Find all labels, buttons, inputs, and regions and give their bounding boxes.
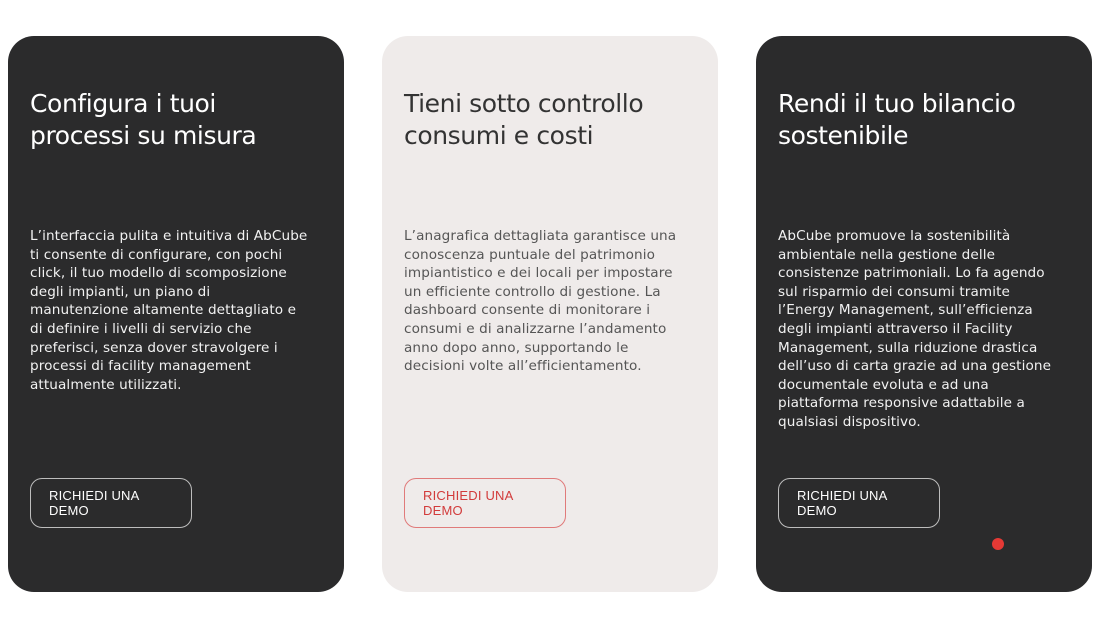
feature-card-configure: [8, 36, 344, 592]
feature-card-monitor: [382, 36, 718, 592]
card-description: L’interfaccia pulita e intuitiva di AbCube ti consente di configurare, con pochi click, il tuo modello di scomposizione degli impianti, un piano di manutenzione altamente dettagliato e di definire i livelli di servizio che preferisci, senza dover stravolgere i processi di facility management attualmente utilizzati.: [30, 228, 308, 393]
card-description: L’anagrafica dettagliata garantisce una conoscenza puntuale del patrimonio impiantistico e dei locali per impostare un efficiente controllo di gestione. La dashboard consente di monitorare i consumi e di analizzarne l’andamento anno dopo anno, supportando le decisioni volte all’efficientamento.: [404, 228, 677, 375]
card-title: Configura i tuoi processi su misura: [30, 89, 257, 150]
card-title: Rendi il tuo bilancio sostenibile: [778, 89, 1016, 150]
request-demo-button[interactable]: RICHIEDI UNA DEMO: [778, 478, 940, 528]
card-description: AbCube promuove la sostenibilità ambientale nella gestione delle consistenze patrimoniali. Lo fa agendo sul risparmio dei consumi tramite l’Energy Management, sull’efficienza degli impianti attraverso il Facility Management, sulla riduzione drastica dell’uso di carta grazie ad una gestione documentale evoluta e ad una piattaforma responsive adattabile a qualsiasi dispositivo.: [778, 228, 1052, 430]
request-demo-button[interactable]: RICHIEDI UNA DEMO: [30, 478, 192, 528]
card-title: Tieni sotto controllo consumi e costi: [404, 89, 644, 150]
request-demo-button[interactable]: RICHIEDI UNA DEMO: [404, 478, 566, 528]
feature-card-sustainability: [756, 36, 1092, 592]
slider-dot-indicator[interactable]: [992, 538, 1004, 550]
